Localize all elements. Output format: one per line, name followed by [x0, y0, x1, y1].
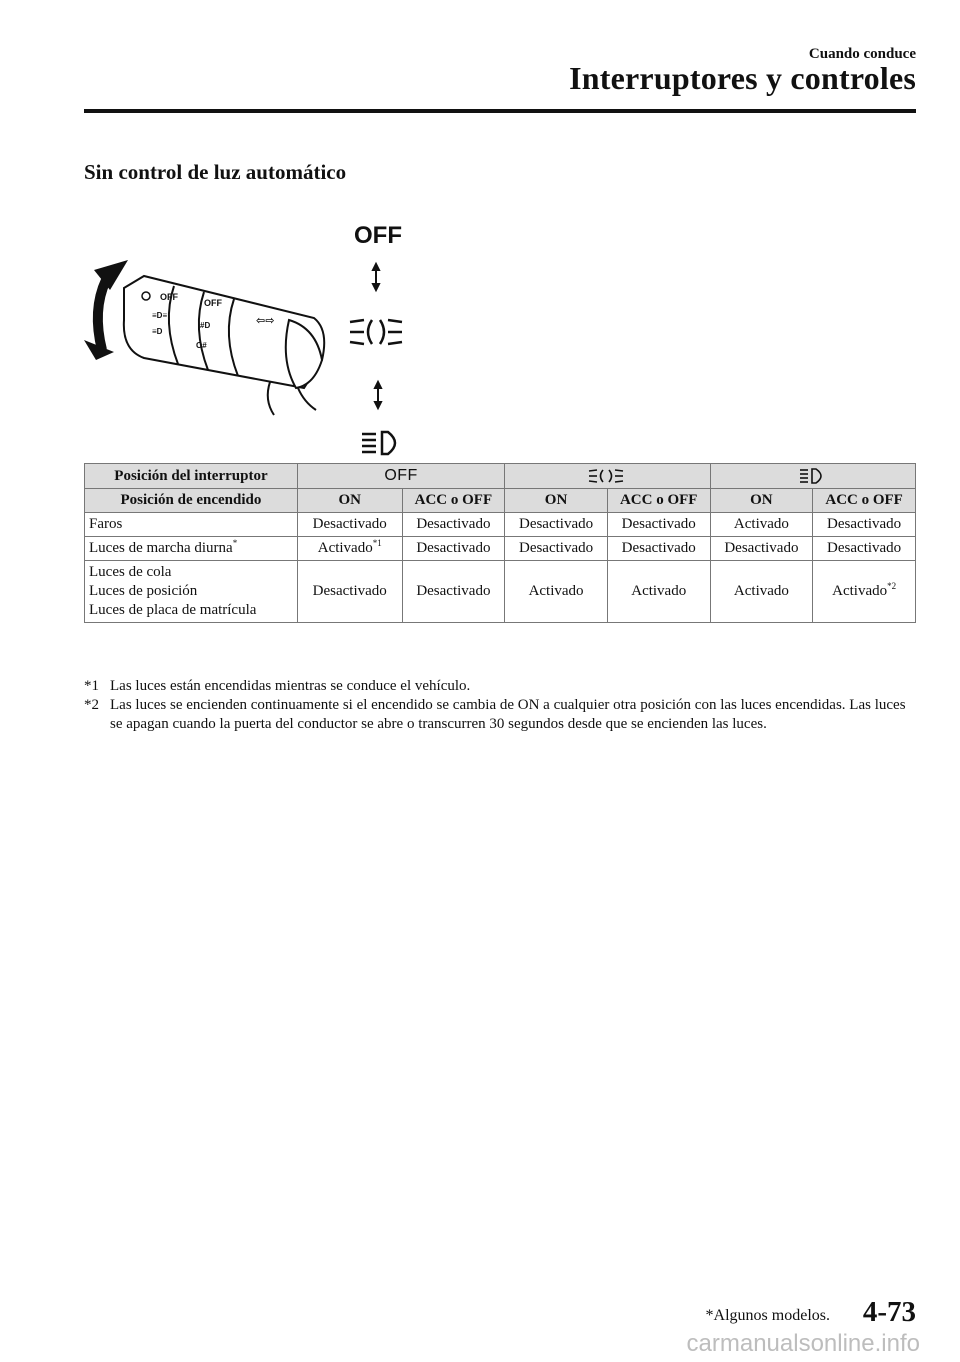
row-label-line: Luces de cola	[89, 564, 172, 580]
row-label	[85, 561, 298, 623]
table-cell: Desactivado	[710, 537, 813, 561]
table-cell: Desactivado	[297, 561, 402, 623]
headlight-icon	[362, 432, 395, 454]
footnote-mark: *2	[84, 697, 99, 713]
table-header-cell	[710, 464, 915, 489]
footer-note: *Algunos modelos.	[705, 1307, 830, 1324]
table-header-cell	[505, 464, 710, 489]
watermark: carmanualsonline.info	[686, 1330, 920, 1357]
table-header-cell: Posición del interruptor	[85, 464, 298, 489]
table-row	[85, 513, 916, 537]
row-label-line: Luces de posición	[89, 583, 198, 599]
row-label: Faros	[85, 513, 298, 537]
table-cell: Desactivado	[505, 513, 608, 537]
table-header-cell: ON	[505, 489, 608, 513]
table-cell	[297, 537, 402, 561]
table-cell-text: Activado	[317, 540, 373, 556]
table-header-cell: ACC o OFF	[402, 489, 505, 513]
table-header-cell: ON	[297, 489, 402, 513]
table-cell: Desactivado	[813, 513, 916, 537]
svg-text:O#: O#	[196, 341, 207, 350]
table-header-row	[85, 489, 916, 513]
footnote-text: Las luces están encendidas mientras se conduce el vehículo.	[110, 678, 471, 694]
table-header-cell: Posición de encendido	[85, 489, 298, 513]
double-arrow-icon	[375, 382, 381, 408]
table-cell: Desactivado	[505, 537, 608, 561]
table-header-cell	[297, 464, 504, 489]
figure-off-label: OFF	[354, 222, 402, 249]
light-status-table	[84, 463, 916, 623]
rotate-arrow-icon	[84, 260, 128, 360]
row-label-line: Luces de placa de matrícula	[89, 602, 257, 618]
table-cell	[813, 561, 916, 623]
footnote-marker: *	[232, 538, 238, 548]
chapter-kicker: Cuando conduce	[808, 46, 916, 62]
footnote-text: Las luces se encienden continuamente si el encendido se cambia de ON a cualquier otra posición con las luces encendidas. Las luces se apagan cuando la puerta del conductor se abre o transcurren 30 segundos desde que se encienden las luces.	[110, 697, 906, 732]
svg-text:⇦⇨: ⇦⇨	[256, 315, 275, 327]
table-cell: Desactivado	[813, 537, 916, 561]
parking-lights-icon	[587, 467, 627, 485]
double-arrow-icon	[373, 264, 379, 290]
table-cell: Activado	[607, 561, 710, 623]
chapter-title: Interruptores y controles	[569, 60, 916, 96]
page-number: 4-73	[862, 1296, 916, 1328]
table-row	[85, 537, 916, 561]
footnote-mark: *1	[84, 678, 99, 694]
headlight-icon	[798, 467, 828, 485]
row-label	[85, 537, 298, 561]
svg-text:≡D: ≡D	[152, 327, 163, 336]
footnotes	[84, 677, 916, 734]
table-header-cell: ON	[710, 489, 813, 513]
light-switch-figure	[84, 210, 444, 460]
header-rule	[84, 109, 916, 113]
footnote-marker: *1	[372, 538, 382, 548]
switch-stalk	[124, 276, 324, 415]
footnote-marker: *2	[887, 581, 897, 591]
svg-text:OFF: OFF	[160, 292, 178, 302]
table-cell: Desactivado	[607, 537, 710, 561]
table-cell: Activado	[710, 561, 813, 623]
table-header-row	[85, 464, 916, 489]
svg-text:OFF: OFF	[204, 298, 222, 308]
table-cell: Desactivado	[607, 513, 710, 537]
svg-text:#D: #D	[200, 321, 211, 330]
table-cell: Desactivado	[297, 513, 402, 537]
footnote	[84, 677, 916, 696]
table-cell: Desactivado	[402, 561, 505, 623]
table-cell: Desactivado	[402, 537, 505, 561]
off-label: OFF	[384, 467, 418, 484]
table-cell: Activado	[505, 561, 608, 623]
footnote	[84, 696, 916, 734]
section-title: Sin control de luz automático	[84, 160, 347, 184]
parking-lights-icon	[350, 320, 402, 344]
svg-text:≡D≡: ≡D≡	[152, 311, 168, 320]
table-cell: Activado	[710, 513, 813, 537]
table-row	[85, 561, 916, 623]
table-cell: Desactivado	[402, 513, 505, 537]
table-header-cell: ACC o OFF	[607, 489, 710, 513]
table-cell-text: Activado	[832, 583, 888, 599]
row-label-text: Luces de marcha diurna	[89, 540, 233, 556]
table-header-cell: ACC o OFF	[813, 489, 916, 513]
